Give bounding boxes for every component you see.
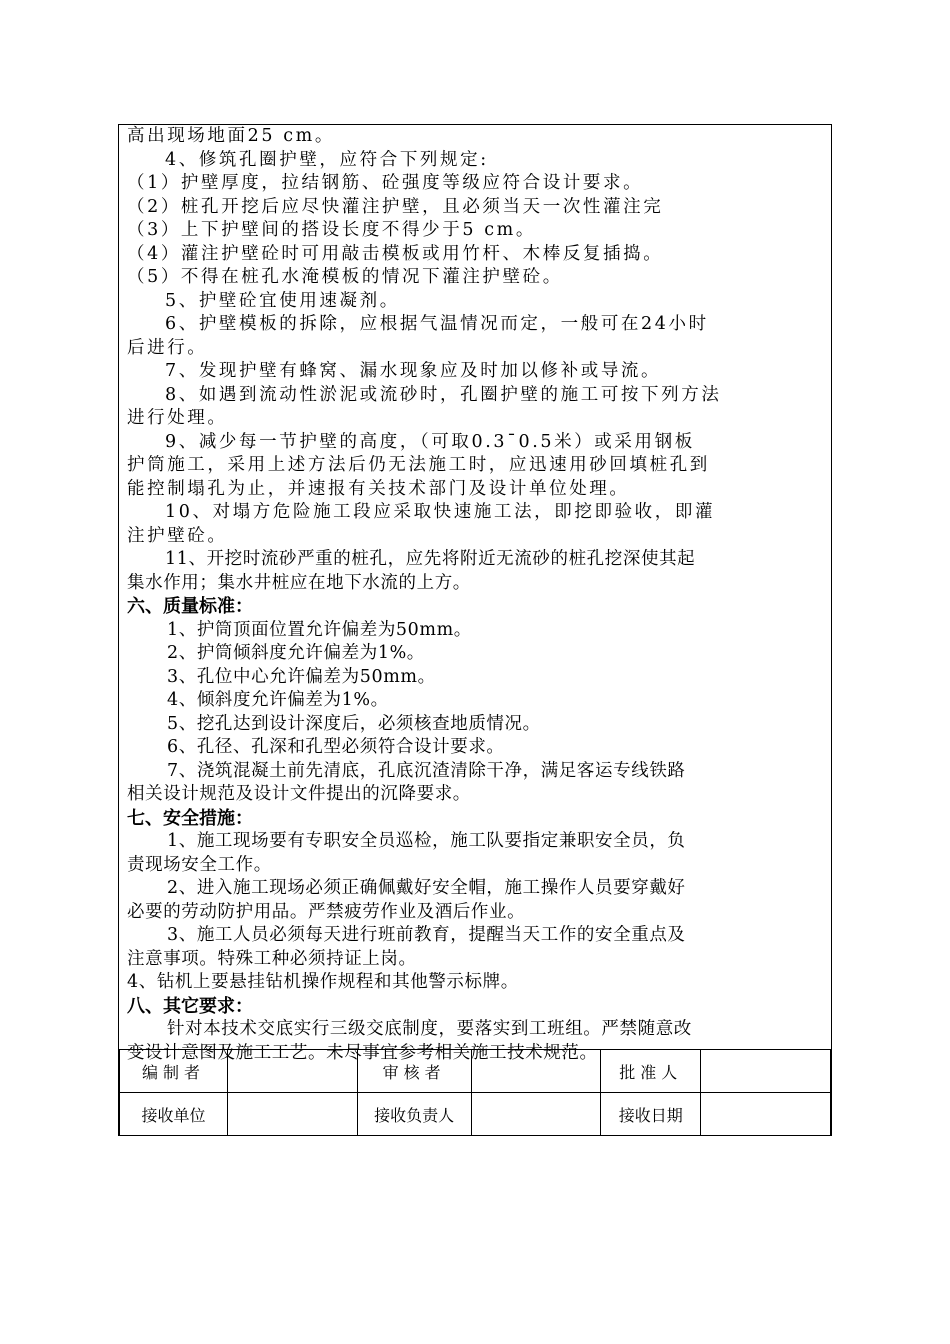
text-line: 进行处理。: [127, 408, 228, 428]
text-line: 4、倾斜度允许偏差为1%。: [167, 690, 389, 710]
text-line: 注意事项。特殊工种必须持证上岗。: [127, 948, 417, 969]
text-line: 9、减少每一节护壁的高度，（可取0.3¯0.5米）或采用钢板: [165, 431, 695, 452]
section-heading: 六、质量标准：: [127, 596, 253, 617]
text-line: 4、修筑孔圈护壁，应符合下列规定:: [165, 149, 489, 170]
text-line: （3）上下护壁间的搭设长度不得少于5 cm。: [127, 220, 536, 240]
text-line: 注护壁砼。: [127, 525, 228, 546]
text-line: 高出现场地面25 cm。: [127, 126, 335, 146]
text-line: （1）护壁厚度，拉结钢筋、砼强度等级应符合设计要求。: [127, 173, 644, 193]
text-line: 7、发现护壁有蜂窝、漏水现象应及时加以修补或导流。: [165, 361, 662, 381]
text-line: 6、孔径、孔深和孔型必须符合设计要求。: [167, 737, 505, 757]
text-line: 7、浇筑混凝土前先清底，孔底沉渣清除干净，满足客运专线铁路: [167, 760, 686, 781]
label-receiving-person: 接收负责人: [357, 1093, 471, 1136]
text-line: 相关设计规范及设计文件提出的沉降要求。: [127, 784, 471, 804]
text-line: 6、护壁模板的拆除，应根据气温情况而定，一般可在24小时: [165, 314, 709, 334]
text-line: 后进行。: [127, 337, 208, 358]
text-line: 1、施工现场要有专职安全员巡检，施工队要指定兼职安全员，负: [167, 831, 686, 851]
value-receiving-date[interactable]: [701, 1093, 831, 1136]
text-line: 集水作用；集水井桩应在地下水流的上方。: [127, 572, 471, 593]
text-line: 2、护筒倾斜度允许偏差为1%。: [167, 643, 425, 663]
section-heading: 七、安全措施：: [127, 807, 253, 829]
text-line: 变设计意图及施工工艺。未尽事宜参考相关施工技术规范。: [127, 1042, 598, 1063]
text-line: 11、开挖时流砂严重的桩孔，应先将附近无流砂的桩孔挖深使其起: [165, 549, 696, 569]
text-line: （2）桩孔开挖后应尽快灌注护壁，且必须当天一次性灌注完: [127, 196, 664, 217]
text-line: （4）灌注护壁砼时可用敲击模板或用竹杆、木棒反复插捣。: [127, 243, 664, 264]
value-reviewer[interactable]: [471, 1050, 601, 1093]
value-receiving-unit[interactable]: [228, 1093, 358, 1136]
text-line: 2、进入施工现场必须正确佩戴好安全帽，施工操作人员要穿戴好: [167, 878, 686, 898]
signature-table: [119, 1049, 831, 1136]
text-line: 5、护壁砼宜使用速凝剂。: [165, 290, 400, 311]
text-line: 3、孔位中心允许偏差为50mm。: [167, 666, 436, 687]
value-receiving-person[interactable]: [471, 1093, 601, 1136]
document-frame: [118, 124, 832, 1136]
signature-row-prepare: [120, 1050, 831, 1093]
value-approver[interactable]: [701, 1050, 831, 1093]
label-receiving-unit: 接收单位: [120, 1093, 228, 1136]
label-approver: 批准人: [601, 1050, 701, 1093]
label-editor: 编制者: [120, 1050, 228, 1093]
value-editor[interactable]: [228, 1050, 358, 1093]
signature-row-receive: [120, 1093, 831, 1136]
label-reviewer: 审核者: [357, 1050, 471, 1093]
text-line: 针对本技术交底实行三级交底制度，要落实到工班组。严禁随意改: [167, 1019, 692, 1039]
text-line: 护筒施工，采用上述方法后仍无法施工时，应迅速用砂回填桩孔到: [127, 455, 710, 475]
document-body: [127, 125, 823, 1065]
text-line: 10、对塌方危险施工段应采取快速施工法，即挖即验收，即灌: [165, 502, 716, 522]
text-line: 3、施工人员必须每天进行班前教育，提醒当天工作的安全重点及: [167, 925, 686, 945]
text-line: 1、护筒顶面位置允许偏差为50mm。: [167, 619, 472, 640]
label-receiving-date: 接收日期: [601, 1093, 701, 1136]
text-line: 5、挖孔达到设计深度后，必须核查地质情况。: [167, 713, 541, 734]
section-heading: 八、其它要求：: [127, 995, 253, 1017]
text-line: 4、钻机上要悬挂钻机操作规程和其他警示标牌。: [127, 972, 519, 992]
text-line: （5）不得在桩孔水淹模板的情况下灌注护壁砼。: [127, 267, 563, 287]
text-line: 8、如遇到流动性淤泥或流砂时，孔圈护壁的施工可按下列方法: [165, 384, 722, 405]
text-line: 必要的劳动防护用品。严禁疲劳作业及酒后作业。: [127, 901, 526, 922]
text-line: 能控制塌孔为止，并速报有关技术部门及设计单位处理。: [127, 478, 630, 499]
text-line: 责现场安全工作。: [127, 854, 272, 875]
